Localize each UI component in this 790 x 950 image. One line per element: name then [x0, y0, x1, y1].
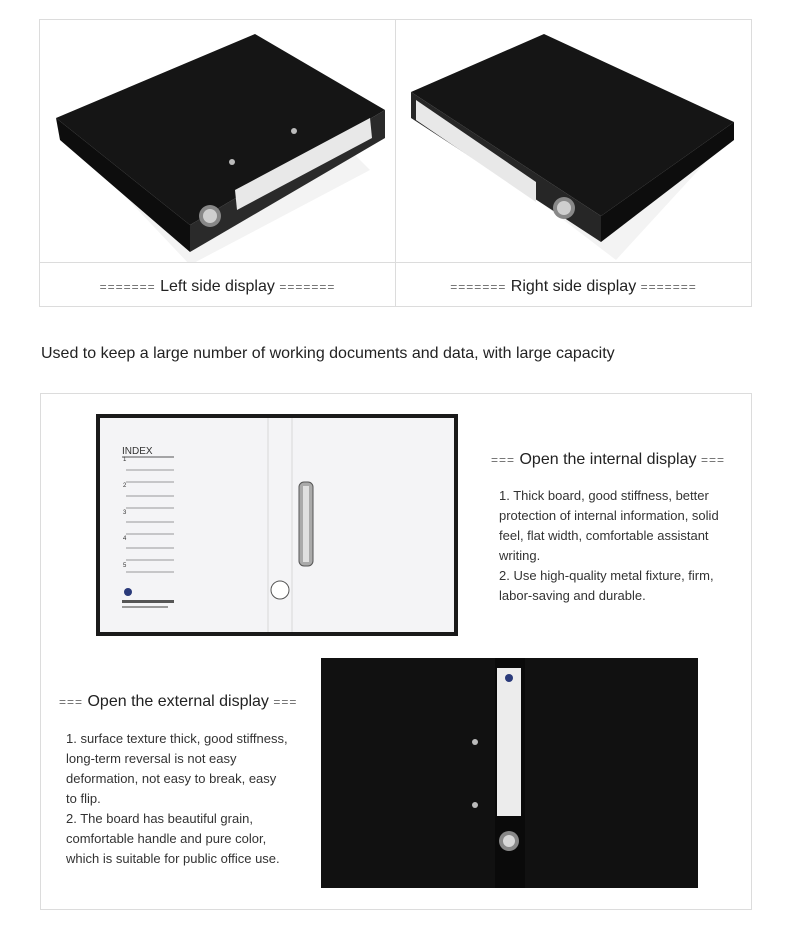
display-panel — [40, 393, 752, 910]
right-caption-row — [396, 277, 751, 297]
brand-logo-icon — [505, 674, 513, 682]
right-side-panel — [395, 19, 752, 307]
dash-decoration: === — [491, 453, 516, 467]
external-description-line: long-term reversal is not easy — [66, 751, 237, 766]
external-description-line: 2. The board has beautiful grain, — [66, 811, 253, 826]
external-title: Open the external display — [87, 693, 269, 710]
external-description-line: deformation, not easy to break, easy — [66, 771, 277, 786]
internal-description-line: protection of internal information, solid — [499, 508, 719, 523]
right-side-caption: Right side display — [510, 278, 637, 295]
internal-description-line: writing. — [499, 548, 541, 563]
headline: Used to keep a large number of working documents and data, with large capacity — [41, 345, 615, 362]
dash-decoration: ======= — [279, 280, 336, 294]
right-side-binder-image — [396, 20, 753, 262]
external-description-line: to flip. — [66, 791, 101, 806]
internal-description — [499, 486, 739, 606]
left-side-binder-image — [40, 20, 397, 262]
dash-decoration: ======= — [640, 280, 697, 294]
index-number: 1 — [123, 457, 127, 463]
dash-decoration: ======= — [450, 280, 507, 294]
internal-title: Open the internal display — [519, 451, 697, 468]
external-title-row — [59, 693, 297, 711]
external-description-line: 1. surface texture thick, good stiffness, — [66, 731, 288, 746]
internal-description-line: labor-saving and durable. — [499, 588, 646, 603]
index-number: 3 — [123, 510, 127, 516]
external-description-line: comfortable handle and pure color, — [66, 831, 267, 846]
dash-decoration: ======= — [99, 280, 156, 294]
dash-decoration: === — [59, 695, 84, 709]
spine-label — [497, 668, 521, 816]
internal-title-row — [491, 451, 725, 469]
finger-hole-icon — [271, 581, 289, 599]
brand-logo-icon — [124, 588, 132, 596]
dash-decoration: === — [273, 695, 298, 709]
index-number: 4 — [123, 536, 127, 542]
internal-description-line: 1. Thick board, good stiffness, better — [499, 488, 709, 503]
left-side-panel — [39, 19, 396, 307]
dash-decoration: === — [700, 453, 725, 467]
left-side-caption: Left side display — [160, 278, 275, 295]
index-number: 2 — [123, 483, 127, 489]
internal-binder-image — [96, 414, 458, 636]
external-description — [66, 729, 306, 869]
external-description-line: which is suitable for public office use. — [66, 851, 280, 866]
index-number: 5 — [123, 563, 127, 569]
left-caption-row — [40, 277, 395, 297]
index-label: INDEX — [122, 446, 153, 457]
internal-description-line: 2. Use high-quality metal fixture, firm, — [499, 568, 714, 583]
external-binder-image — [321, 658, 698, 888]
internal-description-line: feel, flat width, comfortable assistant — [499, 528, 709, 543]
